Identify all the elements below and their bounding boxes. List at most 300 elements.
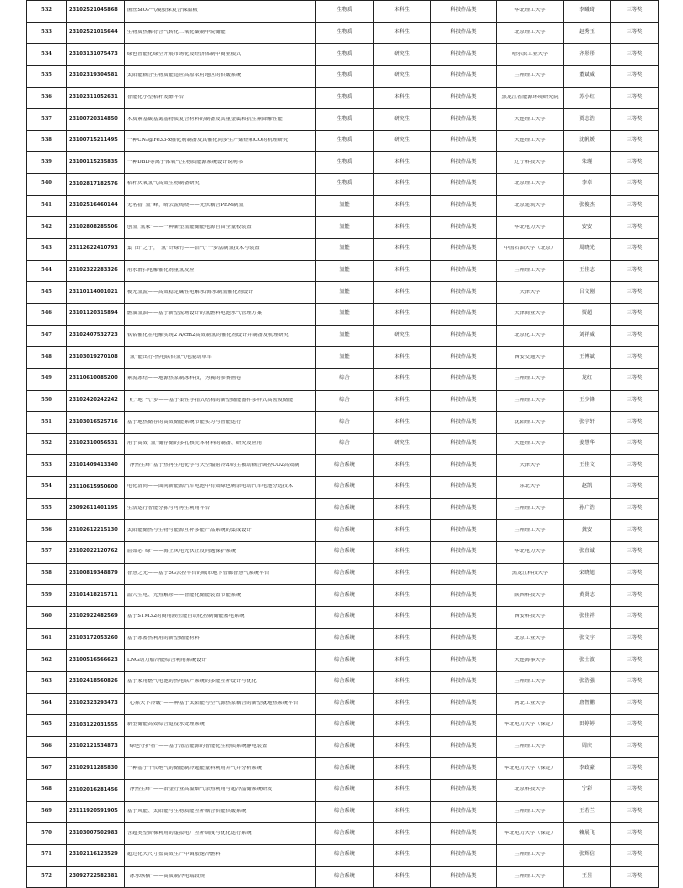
project-title-text: 木质素基碳基氮基物质复合材料的制备及其重金属和抗生素降解性能 bbox=[127, 116, 283, 122]
award-level-cell bbox=[611, 650, 659, 672]
student-level-cell bbox=[374, 498, 431, 520]
entry-type-cell bbox=[431, 650, 497, 672]
school-text: 沈阳理工大学 bbox=[514, 419, 546, 425]
category-text: 生物质 bbox=[336, 137, 353, 144]
category-text: 氢能 bbox=[339, 310, 350, 317]
award-level-cell bbox=[611, 325, 659, 347]
person-name-text: 王若兰 bbox=[579, 808, 595, 815]
project-title-text: 绿色智能化绿空开展市场化及经济体制中商业模式 bbox=[127, 51, 242, 57]
student-level-cell bbox=[374, 260, 431, 282]
entry-type-text: 科技作品类 bbox=[450, 418, 477, 425]
student-level-text: 研究生 bbox=[394, 72, 410, 79]
award-level-text: 三等奖 bbox=[626, 569, 643, 576]
entry-id-cell bbox=[67, 823, 125, 845]
row-number-text: 561 bbox=[41, 634, 52, 641]
table-row bbox=[27, 758, 659, 780]
award-level-text: 三等奖 bbox=[626, 7, 643, 14]
entry-id-text: 23102310056531 bbox=[69, 440, 118, 447]
school-text: 东北大学 bbox=[519, 484, 541, 490]
person-name-cell bbox=[564, 303, 611, 325]
project-title-text: 用水滑扫电解催化剂重氢反应 bbox=[127, 268, 195, 274]
row-number-text: 532 bbox=[41, 7, 52, 14]
school-cell bbox=[497, 260, 564, 282]
category-cell bbox=[316, 585, 374, 607]
school-text: 天津大学 bbox=[519, 289, 541, 295]
entry-type-text: 科技作品类 bbox=[450, 223, 477, 230]
school-cell bbox=[497, 109, 564, 131]
category-cell bbox=[316, 455, 374, 477]
entry-id-text: 23102922482569 bbox=[69, 613, 118, 620]
row-number-text: 565 bbox=[41, 721, 52, 728]
row-number-text: 534 bbox=[41, 50, 52, 57]
school-cell bbox=[497, 758, 564, 780]
person-name-cell bbox=[564, 325, 611, 347]
person-name-text: 贾超 bbox=[581, 310, 593, 317]
entry-id-cell bbox=[67, 693, 125, 715]
person-name-cell bbox=[564, 650, 611, 672]
entry-id-cell bbox=[67, 563, 125, 585]
school-text: 陕西科技大学 bbox=[514, 592, 546, 598]
table-row bbox=[27, 628, 659, 650]
person-name-text: 苏小红 bbox=[579, 93, 595, 100]
table-row bbox=[27, 736, 659, 758]
project-title-text: 基于地热储存的高效储能系统节能实习与智能运行 bbox=[127, 419, 242, 425]
category-text: 生物质 bbox=[336, 180, 353, 187]
category-cell bbox=[316, 239, 374, 261]
table-row bbox=[27, 477, 659, 499]
entry-id-cell bbox=[67, 22, 125, 44]
person-name-text: 龙红 bbox=[581, 375, 593, 382]
project-title-cell bbox=[125, 758, 316, 780]
person-name-text: 吕文刚 bbox=[579, 288, 595, 295]
person-name-cell bbox=[564, 715, 611, 737]
entry-type-cell bbox=[431, 239, 497, 261]
award-level-cell bbox=[611, 866, 659, 888]
award-level-text: 三等奖 bbox=[626, 115, 643, 122]
entry-type-cell bbox=[431, 325, 497, 347]
school-cell bbox=[497, 542, 564, 564]
school-cell bbox=[497, 87, 564, 109]
person-name-cell bbox=[564, 563, 611, 585]
category-cell bbox=[316, 217, 374, 239]
project-title-text: LNG动力船冷能综合利用系统设计 bbox=[127, 657, 207, 663]
row-number-cell bbox=[27, 174, 67, 196]
school-text: 兰州理工大学 bbox=[514, 873, 546, 879]
person-name-text: 宁彩 bbox=[581, 786, 593, 793]
person-name-cell bbox=[564, 823, 611, 845]
person-name-text: 赖展飞 bbox=[579, 829, 595, 836]
row-number-cell bbox=[27, 715, 67, 737]
award-level-text: 三等奖 bbox=[626, 505, 643, 512]
table-row bbox=[27, 433, 659, 455]
person-name-text: 王佳文 bbox=[579, 461, 595, 468]
project-title-cell bbox=[125, 195, 316, 217]
school-cell bbox=[497, 217, 564, 239]
table-row bbox=[27, 671, 659, 693]
school-cell bbox=[497, 174, 564, 196]
category-cell bbox=[316, 347, 374, 369]
award-level-cell bbox=[611, 693, 659, 715]
entry-id-cell bbox=[67, 195, 125, 217]
category-text: 综合系统 bbox=[334, 505, 355, 512]
entry-id-cell bbox=[67, 542, 125, 564]
entry-id-text: 23102420242242 bbox=[69, 396, 118, 403]
entry-type-text: 科技作品类 bbox=[450, 678, 477, 685]
table-row bbox=[27, 542, 659, 564]
project-title-cell bbox=[125, 22, 316, 44]
student-level-text: 本科生 bbox=[394, 829, 410, 836]
entry-id-text: 23103172053260 bbox=[69, 635, 118, 642]
project-title-cell bbox=[125, 44, 316, 66]
student-level-text: 本科生 bbox=[394, 699, 410, 706]
entry-id-cell bbox=[67, 758, 125, 780]
person-name-text: 王博斌 bbox=[579, 353, 595, 360]
table-row bbox=[27, 87, 659, 109]
category-cell bbox=[316, 671, 374, 693]
entry-type-cell bbox=[431, 282, 497, 304]
school-text: 中国石油大学（北京） bbox=[504, 246, 556, 252]
row-number-text: 564 bbox=[41, 699, 52, 706]
school-cell bbox=[497, 65, 564, 87]
entry-id-cell bbox=[67, 217, 125, 239]
entry-type-text: 科技作品类 bbox=[450, 569, 477, 576]
project-title-text: 超过化大尺寸盘高效生产中调胶速冷燃料 bbox=[127, 852, 221, 858]
category-cell bbox=[316, 780, 374, 802]
row-number-text: 539 bbox=[41, 158, 52, 165]
row-number-cell bbox=[27, 455, 67, 477]
award-level-text: 三等奖 bbox=[626, 461, 643, 468]
table-row bbox=[27, 303, 659, 325]
student-level-cell bbox=[374, 866, 431, 888]
person-name-cell bbox=[564, 801, 611, 823]
entry-id-text: 23103016525716 bbox=[69, 418, 118, 425]
category-cell bbox=[316, 844, 374, 866]
student-level-cell bbox=[374, 152, 431, 174]
person-name-cell bbox=[564, 87, 611, 109]
entry-id-text: 23102116123529 bbox=[69, 851, 118, 858]
entry-type-cell bbox=[431, 844, 497, 866]
entry-type-cell bbox=[431, 1, 497, 23]
entry-id-text: 23102121534873 bbox=[69, 743, 118, 750]
project-title-cell bbox=[125, 823, 316, 845]
entry-id-cell bbox=[67, 152, 125, 174]
school-cell bbox=[497, 303, 564, 325]
school-text: 华北电力大学（保定） bbox=[504, 722, 556, 728]
project-title-text: 一种DBD等离子体氧气生物质能源系统设计说明书 bbox=[127, 159, 243, 165]
row-number-cell bbox=[27, 130, 67, 152]
category-text: 综合系统 bbox=[334, 851, 355, 858]
award-level-text: 三等奖 bbox=[626, 93, 643, 100]
category-cell bbox=[316, 152, 374, 174]
award-level-cell bbox=[611, 736, 659, 758]
entry-id-cell bbox=[67, 65, 125, 87]
award-level-cell bbox=[611, 347, 659, 369]
entry-id-text: 23100819348879 bbox=[69, 570, 118, 577]
table-row bbox=[27, 693, 659, 715]
school-cell bbox=[497, 844, 564, 866]
entry-type-text: 科技作品类 bbox=[450, 267, 477, 274]
project-title-cell bbox=[125, 477, 316, 499]
project-title-cell bbox=[125, 325, 316, 347]
school-cell bbox=[497, 195, 564, 217]
project-title-text: 电化清尚——面向新能源汽车电池中有效绿色剩余电动汽车电池分选技术 bbox=[127, 484, 294, 490]
entry-type-cell bbox=[431, 801, 497, 823]
student-level-text: 本科生 bbox=[394, 418, 410, 425]
school-text: 天津大学 bbox=[519, 462, 541, 468]
project-title-cell bbox=[125, 368, 316, 390]
project-title-cell bbox=[125, 109, 316, 131]
school-cell bbox=[497, 780, 564, 802]
entry-id-cell bbox=[67, 239, 125, 261]
category-cell bbox=[316, 303, 374, 325]
person-name-cell bbox=[564, 195, 611, 217]
entry-type-cell bbox=[431, 22, 497, 44]
person-name-text: 贾志浩 bbox=[579, 115, 595, 122]
project-title-cell bbox=[125, 455, 316, 477]
project-title-cell bbox=[125, 390, 316, 412]
category-text: 综合系统 bbox=[334, 591, 355, 598]
school-text: 哈尔滨工业大学 bbox=[511, 51, 549, 57]
award-level-text: 三等奖 bbox=[626, 72, 643, 79]
person-name-cell bbox=[564, 368, 611, 390]
entry-id-cell bbox=[67, 433, 125, 455]
entry-type-cell bbox=[431, 433, 497, 455]
category-text: 氢能 bbox=[339, 202, 350, 209]
entry-id-cell bbox=[67, 628, 125, 650]
person-name-text: 孙广浩 bbox=[579, 505, 595, 512]
student-level-text: 本科生 bbox=[394, 569, 410, 576]
award-level-cell bbox=[611, 260, 659, 282]
award-level-cell bbox=[611, 563, 659, 585]
award-level-cell bbox=[611, 44, 659, 66]
row-number-cell bbox=[27, 650, 67, 672]
project-title-cell bbox=[125, 801, 316, 823]
student-level-cell bbox=[374, 368, 431, 390]
award-level-text: 三等奖 bbox=[626, 829, 643, 836]
category-cell bbox=[316, 22, 374, 44]
person-name-cell bbox=[564, 174, 611, 196]
project-title-text: 新型储能高效综合退役水处理系统 bbox=[127, 722, 205, 728]
entry-type-text: 科技作品类 bbox=[450, 440, 477, 447]
row-number-cell bbox=[27, 239, 67, 261]
entry-type-cell bbox=[431, 606, 497, 628]
entry-type-cell bbox=[431, 585, 497, 607]
school-cell bbox=[497, 433, 564, 455]
award-level-text: 三等奖 bbox=[626, 418, 643, 425]
entry-type-text: 科技作品类 bbox=[450, 591, 477, 598]
entry-id-cell bbox=[67, 109, 125, 131]
award-level-cell bbox=[611, 217, 659, 239]
school-text: 兰州理工大学 bbox=[514, 73, 546, 79]
entry-id-cell bbox=[67, 780, 125, 802]
entry-id-text: 23092611401195 bbox=[69, 505, 118, 512]
award-level-text: 三等奖 bbox=[626, 699, 643, 706]
entry-type-cell bbox=[431, 520, 497, 542]
student-level-text: 本科生 bbox=[394, 721, 410, 728]
category-cell bbox=[316, 823, 374, 845]
row-number-cell bbox=[27, 412, 67, 434]
award-level-text: 三等奖 bbox=[626, 613, 643, 620]
category-cell bbox=[316, 736, 374, 758]
entry-id-cell bbox=[67, 477, 125, 499]
person-name-text: 赵秀玉 bbox=[579, 28, 595, 35]
school-cell bbox=[497, 44, 564, 66]
entry-type-cell bbox=[431, 174, 497, 196]
entry-id-cell bbox=[67, 282, 125, 304]
person-name-cell bbox=[564, 758, 611, 780]
school-text: 西安交通大学 bbox=[514, 354, 546, 360]
entry-type-cell bbox=[431, 260, 497, 282]
row-number-cell bbox=[27, 563, 67, 585]
entry-type-cell bbox=[431, 693, 497, 715]
entry-id-cell bbox=[67, 260, 125, 282]
school-text: 北京理工大学 bbox=[514, 29, 546, 35]
award-level-text: 三等奖 bbox=[626, 223, 643, 230]
student-level-text: 研究生 bbox=[394, 137, 410, 144]
person-name-cell bbox=[564, 866, 611, 888]
entry-type-text: 科技作品类 bbox=[450, 634, 477, 641]
table-row bbox=[27, 520, 659, 542]
person-name-text: 张宇轩 bbox=[579, 418, 595, 425]
project-title-text: 智能化小型秸秆发酵平台 bbox=[127, 94, 185, 100]
project-title-cell bbox=[125, 866, 316, 888]
student-level-text: 研究生 bbox=[394, 440, 410, 447]
award-level-text: 三等奖 bbox=[626, 548, 643, 555]
entry-id-text: 23102323293473 bbox=[69, 699, 118, 706]
row-number-cell bbox=[27, 780, 67, 802]
student-level-cell bbox=[374, 217, 431, 239]
person-name-text: 王佳志 bbox=[579, 267, 595, 274]
project-title-cell bbox=[125, 844, 316, 866]
award-level-cell bbox=[611, 368, 659, 390]
person-name-text: 李卓 bbox=[581, 180, 593, 187]
award-level-cell bbox=[611, 109, 659, 131]
student-level-cell bbox=[374, 195, 431, 217]
student-level-cell bbox=[374, 303, 431, 325]
school-cell bbox=[497, 823, 564, 845]
category-text: 综合系统 bbox=[334, 808, 355, 815]
entry-type-cell bbox=[431, 736, 497, 758]
entry-type-text: 科技作品类 bbox=[450, 548, 477, 555]
table-row bbox=[27, 239, 659, 261]
student-level-text: 本科生 bbox=[394, 613, 410, 620]
row-number-text: 557 bbox=[41, 548, 52, 555]
row-number-text: 537 bbox=[41, 115, 52, 122]
table-row bbox=[27, 130, 659, 152]
school-text: 北京化工大学 bbox=[514, 332, 546, 338]
student-level-cell bbox=[374, 671, 431, 693]
entry-id-cell bbox=[67, 174, 125, 196]
person-name-cell bbox=[564, 780, 611, 802]
project-title-text: “氢”能出行-热电联供氢气电混动单车 bbox=[127, 354, 212, 360]
student-level-cell bbox=[374, 109, 431, 131]
row-number-cell bbox=[27, 585, 67, 607]
row-number-cell bbox=[27, 260, 67, 282]
category-text: 综合系统 bbox=[334, 764, 355, 771]
row-number-cell bbox=[27, 542, 67, 564]
category-text: 氢能 bbox=[339, 267, 350, 274]
entry-type-cell bbox=[431, 390, 497, 412]
category-cell bbox=[316, 65, 374, 87]
entry-type-text: 科技作品类 bbox=[450, 331, 477, 338]
project-title-cell bbox=[125, 563, 316, 585]
entry-type-text: 科技作品类 bbox=[450, 202, 477, 209]
row-number-cell bbox=[27, 498, 67, 520]
category-text: 氢能 bbox=[339, 353, 350, 360]
row-number-text: 558 bbox=[41, 569, 52, 576]
student-level-text: 本科生 bbox=[394, 267, 410, 274]
row-number-text: 554 bbox=[41, 483, 52, 490]
person-name-text: 姜慧华 bbox=[579, 440, 595, 447]
school-text: 华北电力大学（保定） bbox=[504, 765, 556, 771]
category-cell bbox=[316, 390, 374, 412]
entry-type-cell bbox=[431, 217, 497, 239]
student-level-cell bbox=[374, 239, 431, 261]
entry-type-text: 科技作品类 bbox=[450, 808, 477, 815]
entry-id-cell bbox=[67, 671, 125, 693]
entry-id-cell bbox=[67, 801, 125, 823]
table-row bbox=[27, 412, 659, 434]
person-name-cell bbox=[564, 239, 611, 261]
category-cell bbox=[316, 195, 374, 217]
category-cell bbox=[316, 1, 374, 23]
row-number-cell bbox=[27, 22, 67, 44]
student-level-cell bbox=[374, 715, 431, 737]
entry-id-text: 23102016281456 bbox=[69, 786, 118, 793]
entry-id-cell bbox=[67, 390, 125, 412]
award-level-cell bbox=[611, 823, 659, 845]
project-title-text: 基于风能、太阳能与生物质能互补耦合供能供暖系统 bbox=[127, 809, 247, 815]
award-level-cell bbox=[611, 239, 659, 261]
entry-type-text: 科技作品类 bbox=[450, 764, 477, 771]
project-title-text: “净热生辉”——冶金行业高温烟气余热利用与超冷晶储系统研发 bbox=[127, 787, 273, 793]
project-title-text: “心系天下冷暖”——种基于太阳能与空气源热泵耦合的新型就地热系统平台 bbox=[127, 700, 299, 706]
row-number-text: 546 bbox=[41, 310, 52, 317]
category-text: 综合 bbox=[339, 375, 350, 382]
school-text: 华北理工大学 bbox=[514, 8, 546, 14]
row-number-cell bbox=[27, 1, 67, 23]
school-cell bbox=[497, 498, 564, 520]
award-level-cell bbox=[611, 715, 659, 737]
project-title-text: 太阳能储热与生物与能源互补多能产品系统的集成设计 bbox=[127, 527, 252, 533]
person-name-text: 张文宇 bbox=[579, 634, 595, 641]
category-text: 生物质 bbox=[336, 158, 353, 165]
student-level-text: 本科生 bbox=[394, 310, 410, 317]
project-title-cell bbox=[125, 282, 316, 304]
table-row bbox=[27, 606, 659, 628]
entry-id-text: 23102407532723 bbox=[69, 332, 118, 339]
award-level-text: 三等奖 bbox=[626, 656, 643, 663]
category-cell bbox=[316, 130, 374, 152]
person-name-text: 刘祥威 bbox=[579, 331, 595, 338]
person-name-text: 龚安 bbox=[581, 526, 593, 533]
student-level-text: 本科生 bbox=[394, 786, 410, 793]
table-row bbox=[27, 65, 659, 87]
person-name-cell bbox=[564, 1, 611, 23]
entry-id-cell bbox=[67, 606, 125, 628]
category-cell bbox=[316, 866, 374, 888]
entry-id-text: 23102516460144 bbox=[69, 202, 118, 209]
entry-id-text: 23092722582381 bbox=[69, 873, 118, 880]
project-title-cell bbox=[125, 628, 316, 650]
category-cell bbox=[316, 693, 374, 715]
row-number-text: 571 bbox=[41, 851, 52, 858]
school-cell bbox=[497, 412, 564, 434]
category-text: 综合系统 bbox=[334, 483, 355, 490]
project-title-text: 一种CNₓ@Fe33-x催化剂制备及其催化同步生产烯烃和CO的机理研究 bbox=[127, 138, 289, 144]
person-name-text: 张辉信 bbox=[579, 851, 595, 858]
project-title-text: 生活运行智能分拣与可再生利用平台 bbox=[127, 506, 211, 512]
